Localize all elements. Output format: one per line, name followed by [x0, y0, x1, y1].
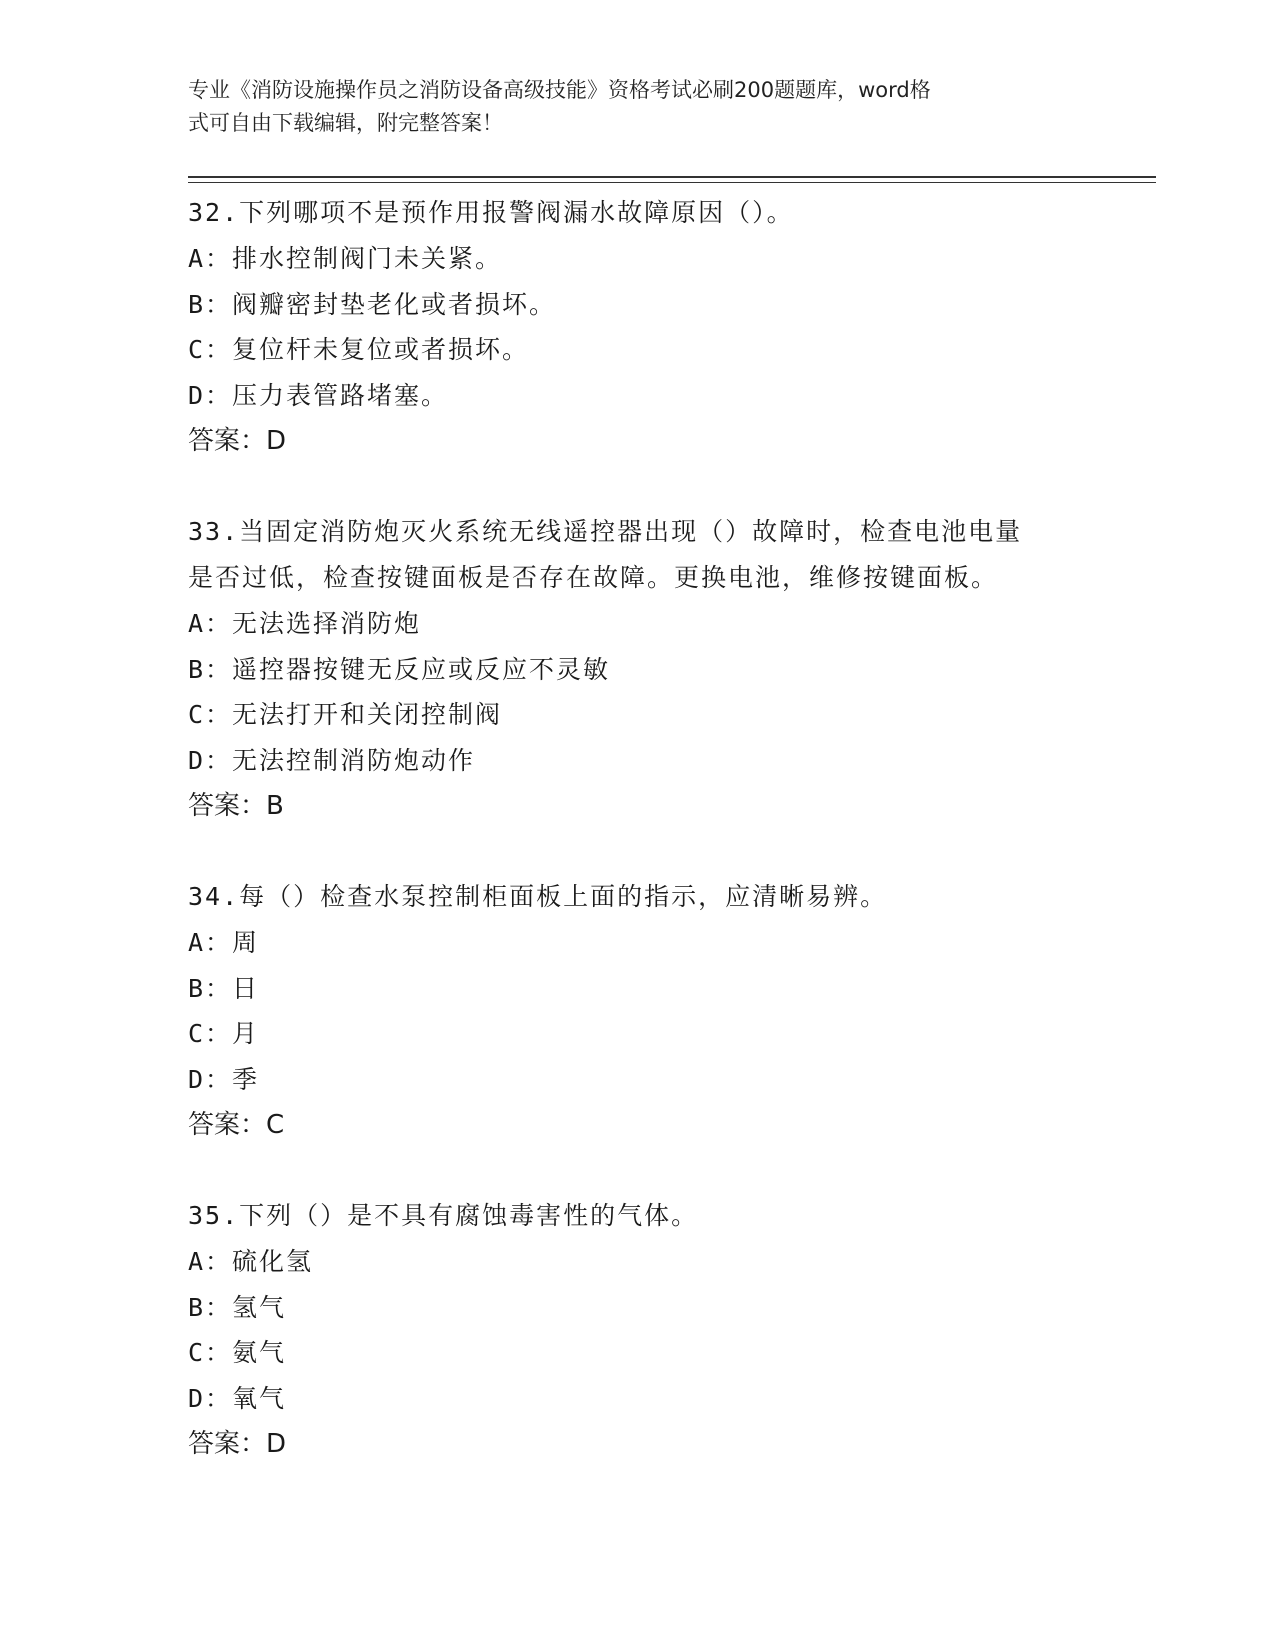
option-a: A：排水控制阀门未关紧。: [188, 244, 503, 273]
question-stem: 35.下列（）是不具有腐蚀毒害性的气体。: [188, 1201, 699, 1230]
option-d: D：压力表管路堵塞。: [188, 380, 449, 410]
option-c: C：氨气: [188, 1338, 287, 1367]
option-c: C：无法打开和关闭控制阀: [188, 700, 503, 729]
option-a: A：无法选择消防炮: [188, 609, 422, 638]
question-35: [188, 1193, 1088, 1467]
answer: 答案：B: [188, 791, 284, 821]
option-a: A：硫化氢: [188, 1247, 314, 1276]
option-d: D：季: [188, 1064, 260, 1094]
question-34: [188, 874, 1088, 1148]
option-b: B：日: [188, 973, 260, 1003]
option-c: C：复位杆未复位或者损坏。: [188, 335, 530, 364]
option-b: B：遥控器按键无反应或反应不灵敏: [188, 654, 611, 684]
question-32: [188, 190, 1088, 464]
option-a: A：周: [188, 928, 260, 957]
header-line-1: 专业《消防设施操作员之消防设备高级技能》资格考试必刷200题题库，word格: [188, 78, 931, 102]
option-d: D：无法控制消防炮动作: [188, 745, 476, 775]
question-stem: 32.下列哪项不是预作用报警阀漏水故障原因（）。: [188, 198, 794, 227]
option-c: C：月: [188, 1019, 260, 1048]
header-divider-thin: [188, 182, 1156, 183]
question-33: [188, 509, 1088, 829]
answer: 答案：D: [188, 1429, 287, 1459]
option-b: B：氢气: [188, 1292, 287, 1322]
header-divider-thick: [188, 176, 1156, 178]
question-list: [188, 190, 1088, 1512]
document-header: [188, 74, 1088, 140]
question-stem: 33.当固定消防炮灭火系统无线遥控器出现（）故障时，检查电池电量: [188, 517, 1023, 546]
answer: 答案：C: [188, 1110, 285, 1140]
header-line-2: 式可自由下载编辑，附完整答案！: [188, 111, 503, 135]
option-b: B：阀瓣密封垫老化或者损坏。: [188, 289, 557, 319]
question-stem-continued: 是否过低，检查按键面板是否存在故障。更换电池，维修按键面板。: [188, 563, 999, 592]
option-d: D：氧气: [188, 1383, 287, 1413]
question-stem: 34.每（）检查水泵控制柜面板上面的指示，应清晰易辨。: [188, 882, 888, 911]
answer: 答案：D: [188, 426, 287, 456]
